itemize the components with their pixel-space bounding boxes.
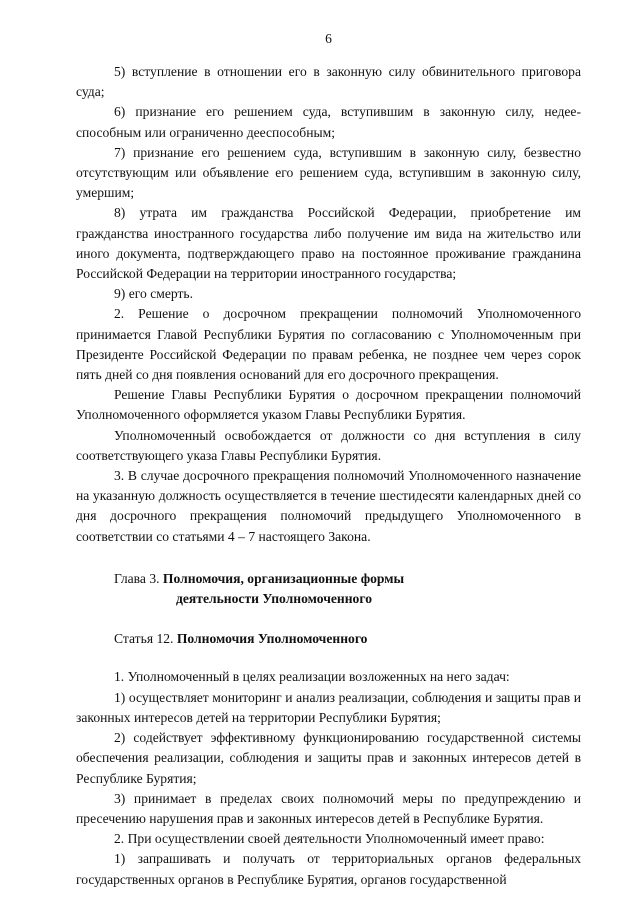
document-page: [76, 30, 581, 890]
page-number: 6: [325, 31, 332, 46]
paragraph: 7) признание его решением суда, вступившим в законную силу, безвестно отсутствующим или объявление его решением суда, вступившим в законную силу, умершим;: [76, 144, 581, 201]
article-heading: [114, 629, 581, 649]
paragraph: Уполномоченный освобождается от должности со дня вступления в силу соответствующего указа Главы Республики Бурятия.: [76, 427, 581, 463]
article-title: Полномочия Уполномоченного: [176, 631, 368, 647]
chapter-heading: [114, 569, 581, 609]
paragraph: 5) вступление в отношении его в законную силу обвинительного приговора суда;: [76, 64, 581, 100]
paragraph: 2. Решение о досрочном прекращении полномочий Уполномоченного принимается Главой Республики Бурятия по согласованию с Уполномоченным при Президенте Российской Федерации по правам ребенка, не позднее чем через сорок пять дней со дня появления оснований для его досрочного прекращения.: [76, 306, 581, 383]
chapter-title-line1: Полномочия, организационные формы: [162, 570, 405, 586]
paragraph: 1) осуществляет мониторинг и анализ реализации, соблюдения и защиты прав и законных интересов детей на территории Республики Бурятия;: [76, 689, 581, 725]
paragraph: 1. Уполномоченный в целях реализации возложенных на него задач:: [114, 669, 510, 685]
paragraph: 1) запрашивать и получать от территориальных органов федеральных государственных органов в Республике Бурятия, органов государственной: [76, 851, 581, 887]
chapter-title-line2: деятельности Уполномоченного: [176, 591, 372, 607]
chapter-prefix: Глава 3.: [114, 570, 163, 586]
article-prefix: Статья 12.: [114, 631, 177, 647]
paragraph: 3. В случае досрочного прекращения полномочий Уполномоченного назначение на указанную должность осуществляется в течение шестидесяти календарных дней со дня досрочного прекращения полномочий предыдущего Уполномоченного в соответствии со статьями 4 – 7 настоящего Закона.: [76, 468, 581, 544]
paragraph: 6) признание его решением суда, вступившим в законную силу, недееспособным или ограниченно дееспособным;: [76, 104, 581, 140]
paragraph: 2. При осуществлении своей деятельности Уполномоченный имеет право:: [114, 831, 545, 847]
paragraph: Решение Главы Республики Бурятия о досрочном прекращении полномочий Уполномоченного оформляется указом Главы Республики Бурятия.: [76, 387, 581, 423]
paragraph: 9) его смерть.: [114, 286, 194, 302]
paragraph: 2) содействует эффективному функционированию государственной системы обеспечения реализации, соблюдения и защиты прав и законных интересов детей в Республике Бурятия;: [76, 730, 581, 786]
paragraph: 3) принимает в пределах своих полномочий меры по предупреждению и пресечению нарушения прав и законных интересов детей в Республике Бурятия.: [76, 790, 581, 826]
paragraph: 8) утрата им гражданства Российской Федерации, приобретение им гражданства иностранного государства либо получение им вида на жительство или иного документа, подтверждающего право на постоянное проживание гражданина Российской Федерации на территории иностранного государства;: [76, 205, 581, 282]
